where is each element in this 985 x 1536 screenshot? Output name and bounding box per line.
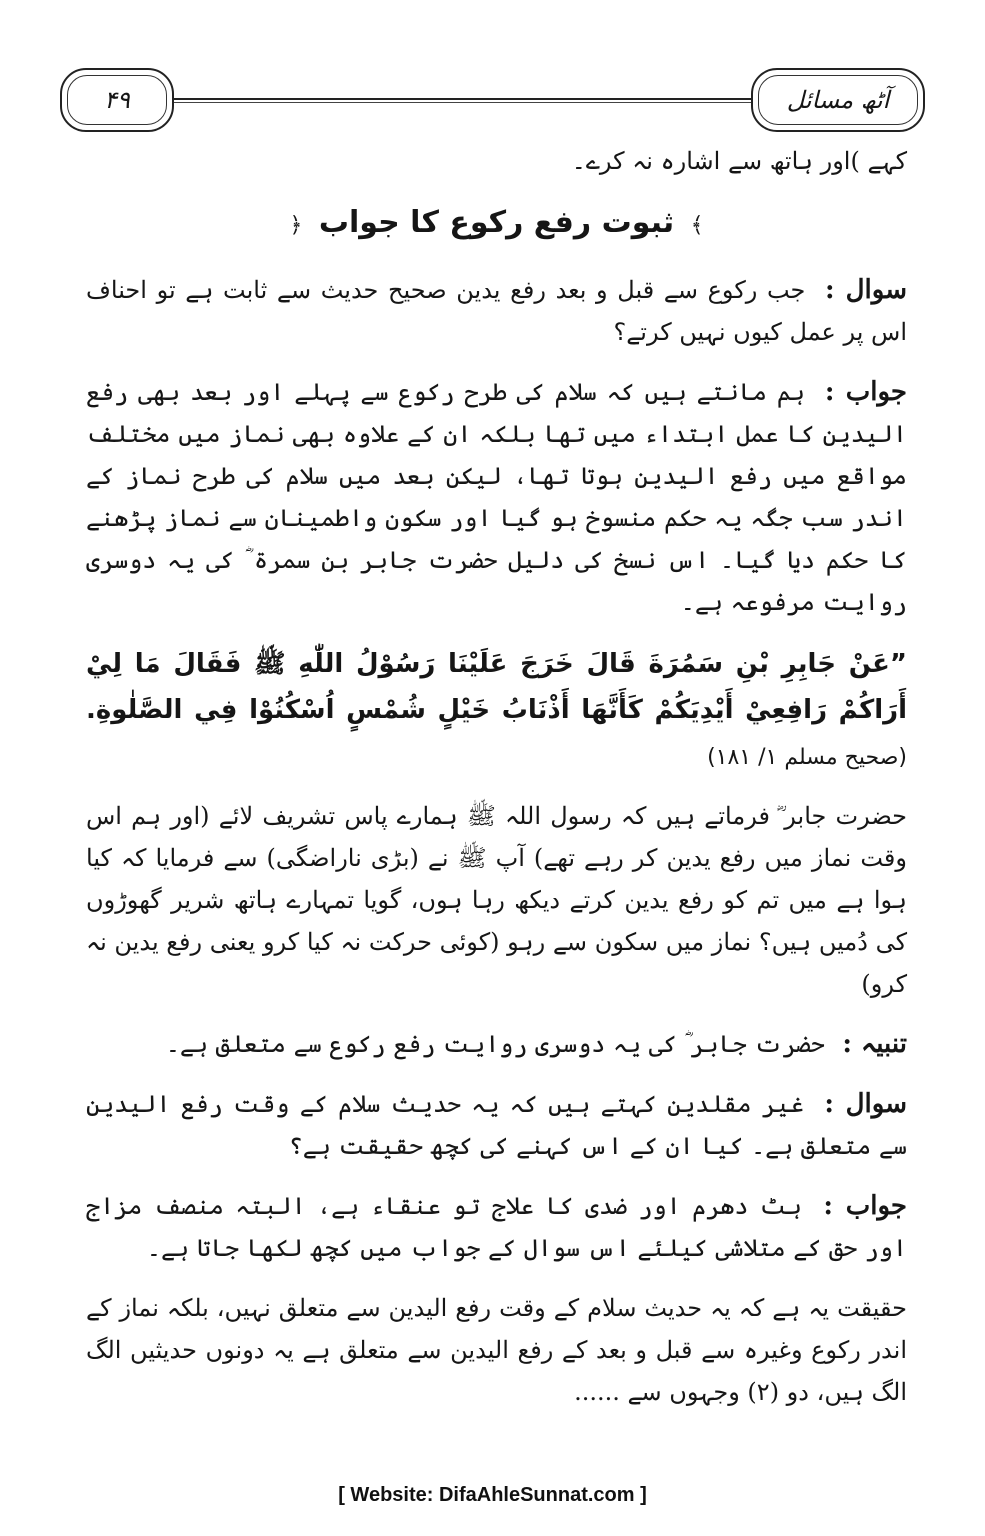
hadith-translation: حضرت جابر ؓ فرماتے ہیں کہ رسول اللہ ﷺ ہمارے پاس تشریف لائے (اور ہم اس وقت نماز میں رفع یدین کر رہے تھے) آپ ﷺ نے (بڑی ناراضگی) سے فرمایا کہ کیا ہوا ہے میں تم کو رفع یدین کرتے دیکھ رہا ہوں، گویا تمہارے ہاتھ شریر گھوڑوں کی دُمیں ہیں؟ نماز میں سکون سے رہو (کوئی حرکت نہ کیا کرو یعنی رفع یدین نہ کرو) xyxy=(86,802,907,998)
question-2-label: سوال : xyxy=(824,1089,907,1119)
question-2-text: غیر مقلدین کہتے ہیں کہ یہ حدیث سلام کے وقت رفع الیدین سے متعلق ہے۔ کیا ان کے اس کہنے کی کچھ حقیقت ہے؟ xyxy=(86,1090,907,1160)
question-1 xyxy=(86,269,907,353)
note-label: تنبیہ : xyxy=(842,1029,907,1059)
page-number-cartouche xyxy=(60,68,174,132)
answer-2-label: جواب : xyxy=(823,1191,907,1221)
page-body xyxy=(86,140,907,1431)
note xyxy=(86,1023,907,1065)
heading-text: ثبوت رفع رکوع کا جواب xyxy=(318,205,675,240)
answer-2 xyxy=(86,1185,907,1269)
answer-1-label: جواب : xyxy=(824,377,907,407)
page-number: ۴۹ xyxy=(104,86,130,114)
hadith-reference: (صحیح مسلم ۱/ ۱۸۱) xyxy=(707,745,907,770)
hadith-arabic xyxy=(86,641,907,781)
website-footer: [ Website: DifaAhleSunnat.com ] xyxy=(338,1484,647,1506)
note-text: حضرت جابر ؓ کی یہ دوسری روایت رفع رکوع سے متعلق ہے۔ xyxy=(165,1030,825,1058)
section-heading xyxy=(86,202,907,247)
header-rule xyxy=(168,98,815,100)
heading-ornament-right: ﴾ xyxy=(690,213,704,238)
hadith-text: ”عَنْ جَابِرِ بْنِ سَمُرَةَ قَالَ خَرَجَ عَلَيْنَا رَسُوْلُ اللّٰهِ ﷺ فَقَالَ مَا لِيْ أَرَاكُمْ رَافِعِيْ أَيْدِيَكُمْ كَأَنَّهَا أَذْنَابُ خَيْلٍ شُمْسٍ اُسْكُنُوْا فِي الصَّلٰوةِ. xyxy=(86,649,907,725)
question-2 xyxy=(86,1083,907,1167)
question-1-label: سوال : xyxy=(825,275,907,305)
book-title-cartouche xyxy=(751,68,925,132)
answer-1 xyxy=(86,371,907,623)
intro-line: کہے )اور ہاتھ سے اشارہ نہ کرے۔ xyxy=(571,147,907,175)
heading-ornament-left: ﴿ xyxy=(289,213,303,238)
final-paragraph: حقیقت یہ ہے کہ یہ حدیث سلام کے وقت رفع الیدین سے متعلق نہیں، بلکہ نماز کے اندر رکوع وغیرہ سے قبل و بعد کے رفع الیدین سے متعلق ہے یہ دونوں حدیثیں الگ الگ ہیں، دو (۲) وجہوں سے ...... xyxy=(86,1294,907,1406)
answer-1-text: ہم مانتے ہیں کہ سلام کی طرح رکوع سے پہلے اور بعد بھی رفع الیدین کا عمل ابتداء میں تھا بلکہ ان کے علاوہ بھی نماز میں مختلف مواقع میں رفع الیدین ہوتا تھا، لیکن بعد میں سلام کی طرح نماز کے اندر سب جگہ یہ حکم منسوخ ہو گیا اور سکون واطمینان سے نماز پڑھنے کا حکم دیا گیا۔ اس نسخ کی دلیل حضرت جابر بن سمرۃ ؓ کی یہ دوسری روایت مرفوعہ ہے۔ xyxy=(86,378,907,616)
book-title: آٹھ مسائل xyxy=(786,86,890,114)
question-1-text: جب رکوع سے قبل و بعد رفع یدین صحیح حدیث سے ثابت ہے تو احناف اس پر عمل کیوں نہیں کرتے؟ xyxy=(86,276,907,346)
answer-2-text: ہٹ دھرم اور ضدی کا علاج تو عنقاء ہے، البتہ منصف مزاج اور حق کے متلاشی کیلئے اس سوال کے جواب میں کچھ لکھا جاتا ہے۔ xyxy=(86,1192,907,1262)
header-rule-inner xyxy=(168,102,815,103)
